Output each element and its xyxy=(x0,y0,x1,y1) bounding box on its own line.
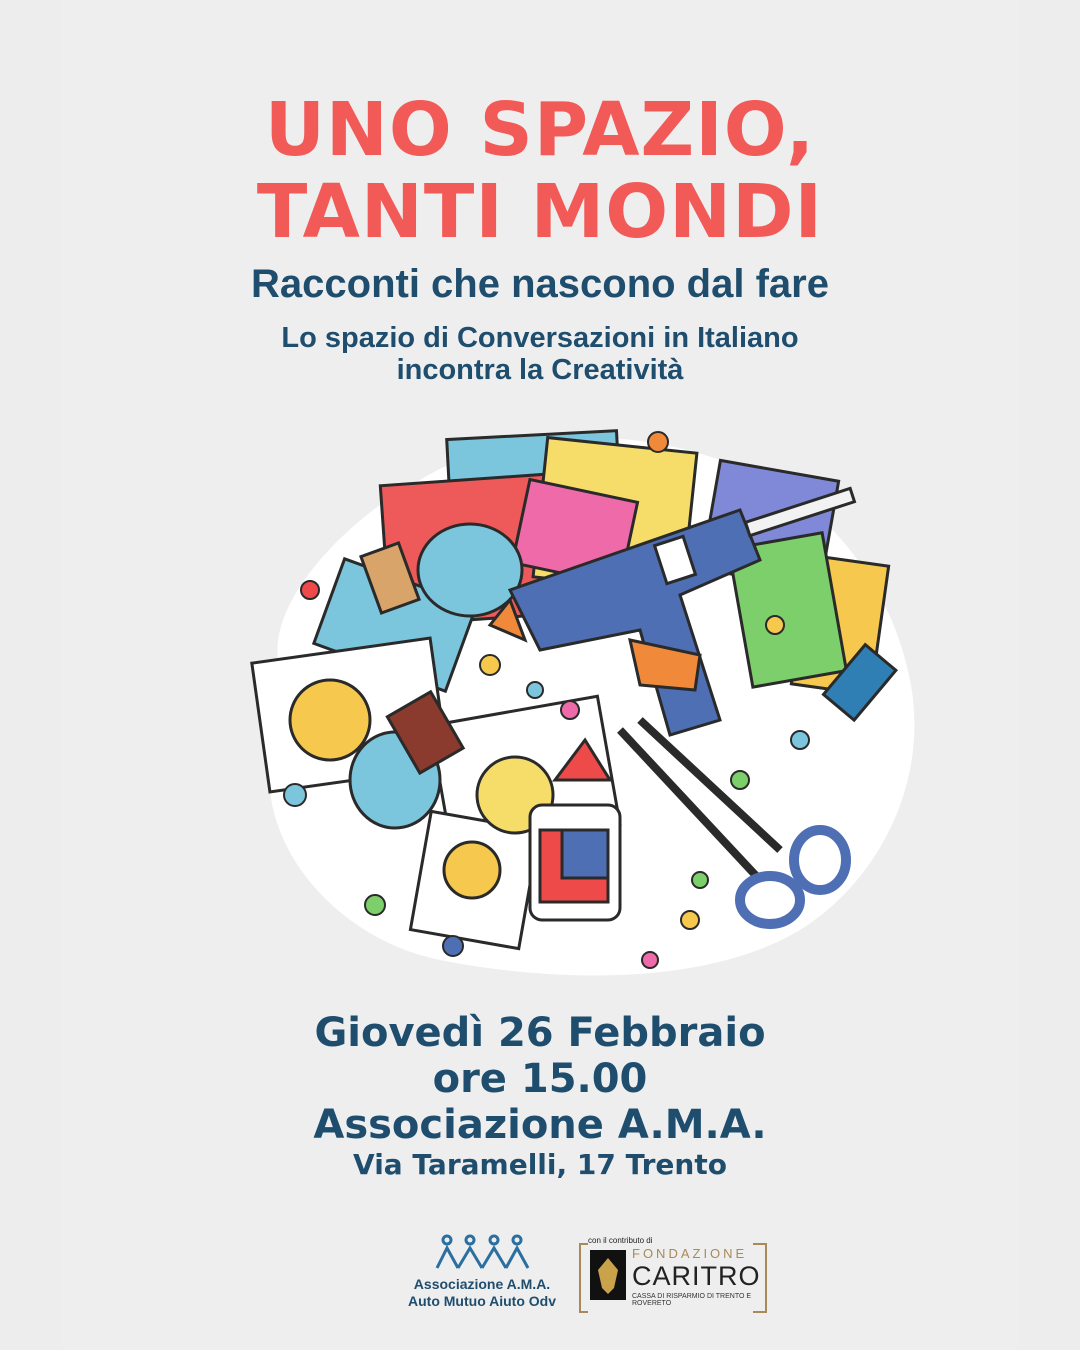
caritro-fondazione: FONDAZIONE xyxy=(632,1246,748,1261)
caritro-tagline: CASSA DI RISPARMIO DI TRENTO E ROVERETO xyxy=(632,1293,752,1307)
tagline-line-1: Lo spazio di Conversazioni in Italiano xyxy=(281,322,799,354)
caritro-contrib: con il contributo di xyxy=(588,1236,653,1245)
title-line-2: TANTI MONDI xyxy=(256,169,824,255)
event-time: ore 15.00 xyxy=(432,1056,648,1102)
tagline xyxy=(0,322,1080,386)
ama-logo xyxy=(392,1232,572,1322)
event-address: Via Taramelli, 17 Trento xyxy=(353,1148,727,1181)
caritro-logo xyxy=(578,1236,778,1310)
event-venue: Associazione A.M.A. xyxy=(313,1102,767,1148)
ama-name: Associazione A.M.A. xyxy=(413,1276,551,1292)
ama-people-icon xyxy=(432,1232,532,1272)
craft-illustration xyxy=(240,420,920,980)
ama-subtitle: Auto Mutuo Aiuto Odv xyxy=(408,1293,556,1309)
tagline-line-2: incontra la Creatività xyxy=(396,354,684,386)
subtitle: Racconti che nascono dal fare xyxy=(251,262,829,306)
event-date: Giovedì 26 Febbraio xyxy=(314,1010,766,1056)
caritro-name: CARITRO xyxy=(632,1261,761,1291)
title-line-1: UNO SPAZIO, xyxy=(264,87,816,173)
eagle-emblem-icon xyxy=(590,1250,626,1300)
